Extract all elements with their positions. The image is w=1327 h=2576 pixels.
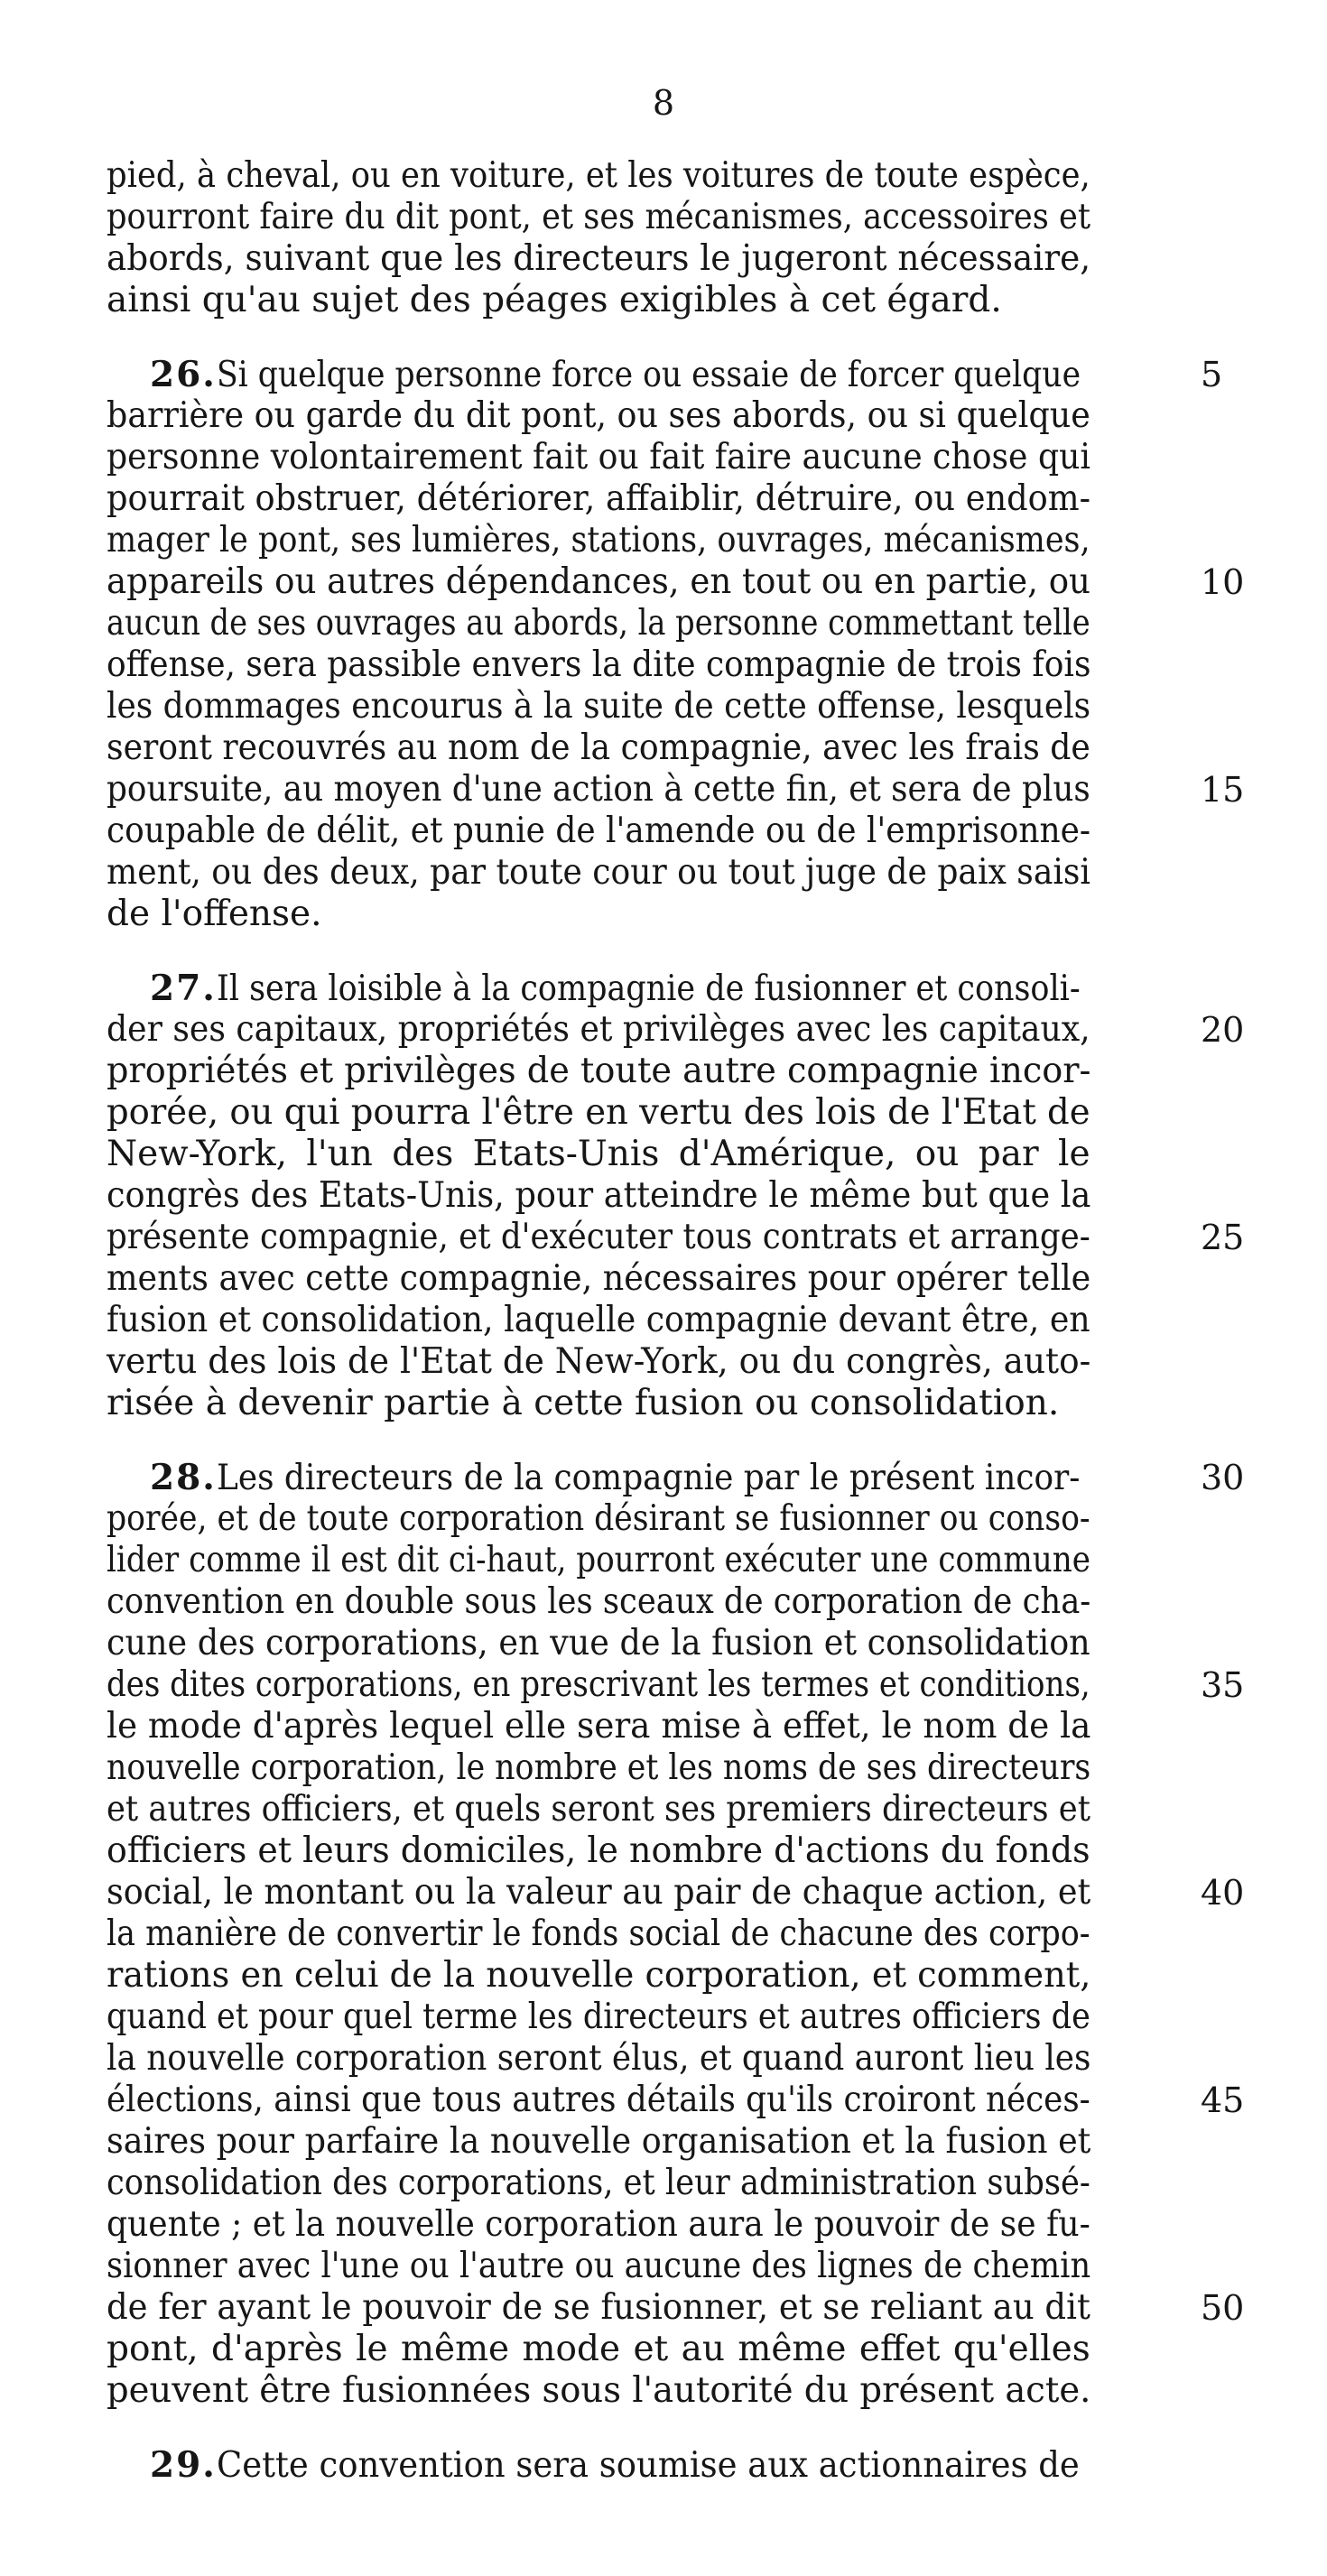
- line-text: fusion et consolidation, laquelle compagnie devant être, en: [107, 1300, 1090, 1340]
- margin-line-number: 40: [1201, 1873, 1245, 1913]
- text-line: [107, 1498, 1190, 1540]
- text-line: [107, 2287, 1245, 2329]
- text-line: [107, 561, 1245, 603]
- text-line: [107, 1872, 1245, 1913]
- line-text: personne volontairement fait ou fait faire aucune chose qui: [107, 437, 1090, 477]
- text-line: [107, 1175, 1190, 1217]
- text-line: [107, 1955, 1190, 1997]
- line-text: de fer ayant le pouvoir de se fusionner, et se reliant au dit: [107, 2287, 1090, 2328]
- section-number: 26.: [150, 354, 217, 395]
- line-text: risée à devenir partie à cette fusion ou consolidation.: [107, 1383, 1060, 1423]
- line-text: social, le montant ou la valeur au pair de chaque action, et: [107, 1872, 1091, 1913]
- line-text: abords, suivant que les directeurs le jugeront nécessaire,: [107, 238, 1091, 279]
- line-text: présente compagnie, et d'exécuter tous contrats et arrange-: [107, 1217, 1090, 1257]
- text-line: [107, 1258, 1190, 1300]
- text-line: [107, 2080, 1245, 2121]
- line-text: porée, ou qui pourra l'être en vertu des lois de l'Etat de: [107, 1092, 1090, 1133]
- text-line: [107, 197, 1190, 238]
- line-text: Cette convention sera soumise aux actionnaires de: [216, 2445, 1080, 2486]
- text-line: [107, 852, 1190, 894]
- line-text: New-York, l'un des Etats-Unis d'Amérique, ou par le: [107, 1134, 1090, 1174]
- line-text: élections, ainsi que tous autres détails qu'ils croiront néces-: [107, 2080, 1090, 2120]
- line-text: congrès des Etats-Unis, pour atteindre le même but que la: [107, 1175, 1091, 1216]
- line-text: convention en double sous les sceaux de corporation de cha-: [107, 1581, 1091, 1622]
- line-text: porée, et de toute corporation désirant se fusionner ou conso-: [107, 1498, 1090, 1539]
- line-text: poursuite, au moyen d'une action à cette fin, et sera de plus: [107, 769, 1090, 810]
- line-text: mager le pont, ses lumières, stations, ouvrages, mécanismes,: [107, 520, 1090, 561]
- line-text: nouvelle corporation, le nombre et les noms de ses directeurs: [107, 1747, 1091, 1788]
- line-text: ments avec cette compagnie, nécessaires pour opérer telle: [107, 1258, 1091, 1299]
- text-line: [107, 2163, 1190, 2204]
- line-text: coupable de délit, et punie de l'amende ou de l'emprisonne-: [107, 811, 1091, 851]
- text-line: [107, 769, 1245, 811]
- text-line: [107, 894, 1190, 935]
- line-text: pied, à cheval, ou en voiture, et les voitures de toute espèce,: [107, 155, 1090, 196]
- line-text: pont, d'après le même mode et au même effet qu'elles: [107, 2329, 1090, 2369]
- text-line: [107, 1217, 1245, 1258]
- line-text: barrière ou garde du dit pont, ou ses abords, ou si quelque: [107, 395, 1090, 436]
- line-text: la nouvelle corporation seront élus, et quand auront lieu les: [107, 2038, 1091, 2079]
- text-line: [107, 1789, 1190, 1830]
- line-text: pourrait obstruer, détériorer, affaiblir, détruire, ou endom-: [107, 478, 1091, 519]
- text-line: [107, 2038, 1190, 2080]
- line-text: et autres officiers, et quels seront ses premiers directeurs et: [107, 1789, 1090, 1830]
- text-line: [107, 811, 1190, 852]
- margin-line-number: 45: [1201, 2080, 1245, 2120]
- line-text: cune des corporations, en vue de la fusion et consolidation: [107, 1623, 1090, 1663]
- text-line: [107, 1457, 1245, 1498]
- text-line: [107, 727, 1190, 769]
- margin-line-number: 25: [1201, 1218, 1245, 1257]
- line-text: ment, ou des deux, par toute cour ou tout juge de paix saisi: [107, 852, 1090, 893]
- line-text: le mode d'après lequel elle sera mise à effet, le nom de la: [107, 1706, 1091, 1747]
- line-text: offense, sera passible envers la dite compagnie de trois fois: [107, 644, 1091, 685]
- text-line: [107, 1092, 1190, 1134]
- line-text: quand et pour quel terme les directeurs et autres officiers de: [107, 1997, 1090, 2037]
- text-line: [107, 2329, 1190, 2370]
- text-line: [107, 1664, 1245, 1706]
- line-text: propriétés et privilèges de toute autre compagnie incor-: [107, 1051, 1091, 1091]
- text-line: [107, 1383, 1190, 1424]
- text-line: [107, 155, 1190, 197]
- line-text: les dommages encourus à la suite de cette offense, lesquels: [107, 686, 1091, 727]
- line-text: seront recouvrés au nom de la compagnie, avec les frais de: [107, 727, 1090, 768]
- line-text: quente ; et la nouvelle corporation aura le pouvoir de se fu-: [107, 2204, 1090, 2245]
- margin-line-number: 15: [1201, 770, 1245, 810]
- line-text: de l'offense.: [107, 894, 322, 934]
- line-text: pourront faire du dit pont, et ses mécanismes, accessoires et: [107, 197, 1090, 237]
- line-text: Il sera loisible à la compagnie de fusionner et consoli-: [216, 968, 1081, 1009]
- line-text: sionner avec l'une ou l'autre ou aucune des lignes de chemin: [107, 2246, 1091, 2286]
- line-text: Si quelque personne force ou essaie de forcer quelque: [216, 355, 1081, 395]
- line-text: appareils ou autres dépendances, en tout ou en partie, ou: [107, 561, 1090, 602]
- line-text: lider comme il est dit ci-haut, pourront exécuter une commune: [107, 1540, 1090, 1580]
- text-line: [107, 437, 1190, 478]
- text-line: [107, 644, 1190, 686]
- margin-line-number: 35: [1201, 1665, 1245, 1705]
- text-line: [107, 1134, 1190, 1175]
- text-line: [107, 1009, 1245, 1051]
- text-line: [107, 280, 1190, 321]
- text-line: [107, 1540, 1190, 1581]
- text-line: [107, 2444, 1190, 2486]
- margin-line-number: 50: [1201, 2288, 1245, 2328]
- text-line: [107, 478, 1190, 520]
- text-line: [107, 603, 1190, 644]
- text-line: [107, 1623, 1190, 1664]
- line-text: saires pour parfaire la nouvelle organisation et la fusion et: [107, 2121, 1091, 2162]
- margin-line-number: 30: [1201, 1458, 1245, 1497]
- text-line: [107, 1830, 1190, 1872]
- line-text: des dites corporations, en prescrivant les termes et conditions,: [107, 1664, 1090, 1705]
- line-text: rations en celui de la nouvelle corporation, et comment,: [107, 1955, 1091, 1996]
- text-line: [107, 968, 1190, 1009]
- line-text: Les directeurs de la compagnie par le présent incor-: [216, 1458, 1081, 1498]
- text-line: [107, 1747, 1190, 1789]
- section-number: 28.: [150, 1457, 217, 1498]
- text-line: [107, 1341, 1190, 1383]
- section-number: 29.: [150, 2444, 217, 2486]
- text-line: [107, 1913, 1190, 1955]
- text-line: [107, 354, 1223, 395]
- line-text: la manière de convertir le fonds social de chacune des corpo-: [107, 1913, 1090, 1954]
- text-line: [107, 2246, 1190, 2287]
- text-line: [107, 2121, 1190, 2163]
- line-text: consolidation des corporations, et leur administration subsé-: [107, 2163, 1090, 2203]
- margin-line-number: 10: [1201, 562, 1245, 602]
- margin-line-number: 20: [1201, 1010, 1245, 1050]
- body-text: [107, 155, 1245, 2486]
- line-text: ainsi qu'au sujet des péages exigibles à cet égard.: [107, 280, 1002, 320]
- margin-line-number: 5: [1201, 355, 1223, 394]
- page-number: 8: [652, 83, 675, 123]
- section-number: 27.: [150, 968, 217, 1009]
- text-line: [107, 686, 1190, 727]
- text-line: [107, 1581, 1190, 1623]
- line-text: peuvent être fusionnées sous l'autorité du présent acte.: [107, 2370, 1091, 2411]
- text-line: [107, 1300, 1190, 1341]
- text-line: [107, 1706, 1190, 1747]
- text-line: [107, 1997, 1190, 2038]
- text-line: [107, 2370, 1190, 2412]
- text-line: [107, 395, 1190, 437]
- line-text: aucun de ses ouvrages au abords, la personne commettant telle: [107, 603, 1090, 644]
- line-text: der ses capitaux, propriétés et privilèges avec les capitaux,: [107, 1009, 1090, 1050]
- line-text: vertu des lois de l'Etat de New-York, ou du congrès, auto-: [107, 1341, 1091, 1382]
- text-line: [107, 238, 1190, 280]
- line-text: officiers et leurs domiciles, le nombre d'actions du fonds: [107, 1830, 1090, 1871]
- text-line: [107, 2204, 1190, 2246]
- text-line: [107, 520, 1190, 561]
- text-line: [107, 1051, 1190, 1092]
